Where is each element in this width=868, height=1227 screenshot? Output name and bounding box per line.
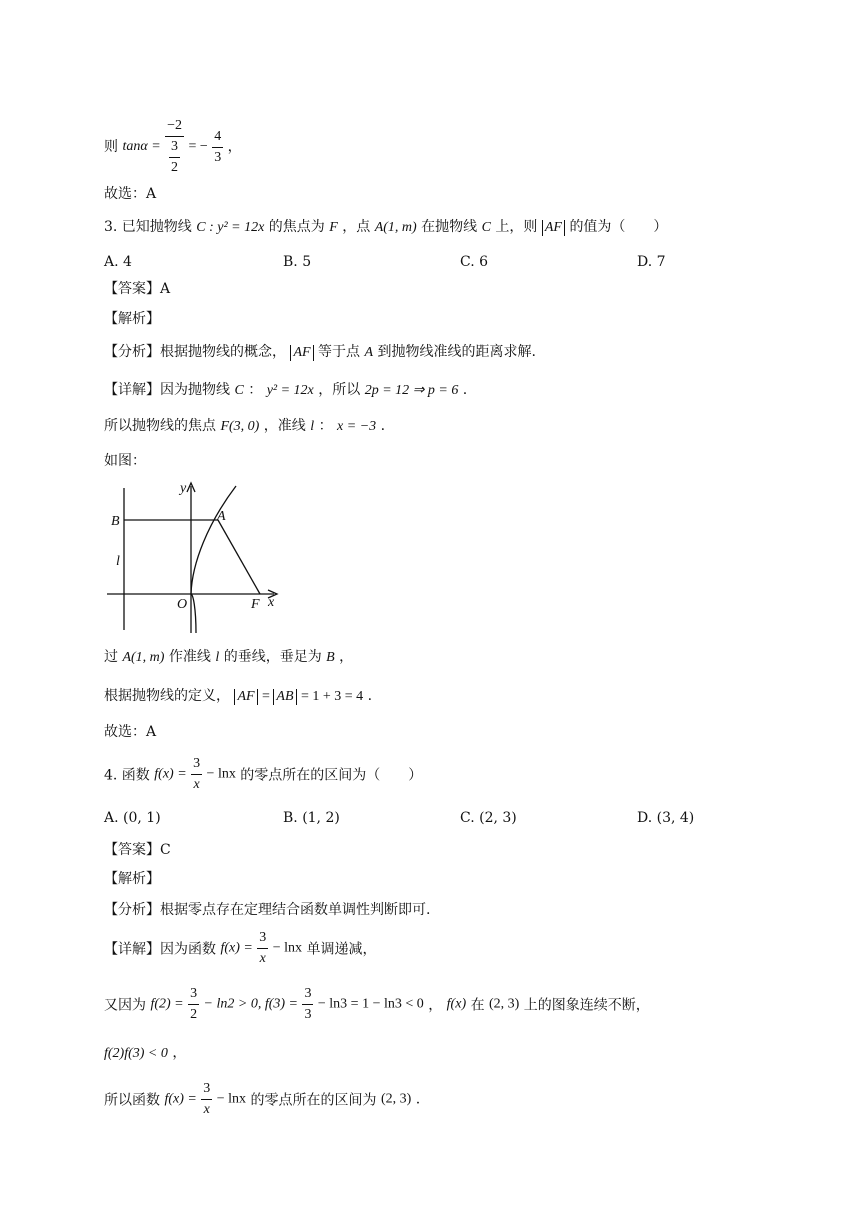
q3-def-AF: AF [234, 689, 257, 705]
q3-def-2: . [367, 688, 373, 704]
q3-focus-4: . [380, 418, 386, 434]
q4-again-m1: − ln2 > 0, f(3) = [203, 996, 298, 1012]
q4-again-4: 上的图象连续不断， [523, 997, 650, 1014]
q4-concl-1: 所以函数 [104, 1092, 160, 1109]
q4-tail: − lnx [206, 766, 236, 782]
q4-again-m2: − ln3 = 1 − ln3 < 0 [317, 996, 424, 1012]
q3-fenxi-A: A [364, 345, 374, 360]
label-l: l [116, 554, 120, 569]
q4-again-f2: f(2) = [150, 996, 184, 1012]
q4-xj-den: x [259, 951, 266, 966]
q3-xj-1: 【详解】因为抛物线 [104, 382, 230, 398]
q4-concl-den: x [203, 1102, 210, 1117]
tan-tail: ， [227, 139, 242, 155]
tan-eq: = − [188, 139, 208, 154]
q3-perp-l: l [215, 650, 220, 665]
q3-AF-abs: AF [542, 220, 565, 236]
q4-again-d1: 2 [190, 1007, 198, 1022]
q3-fenxi-2: 等于点 [318, 344, 361, 360]
q3-eq: C : y² = 12x [196, 220, 265, 235]
q4-xj-2: 单调递减， [306, 941, 377, 958]
label-A: A [217, 509, 226, 524]
tan-result-num: 4 [212, 127, 223, 148]
q4-concl-int: (2, 3) [380, 1091, 412, 1107]
q3-focus-1: 所以抛物线的焦点 [104, 418, 216, 434]
q3-fenxi-3: 到抛物线准线的距离求解. [377, 344, 536, 360]
q3-xj-C: C [234, 383, 244, 398]
q3-xiangjie [104, 380, 467, 401]
tan-frac-den [165, 137, 184, 178]
q4-option-d: D. (3, 4) [637, 810, 695, 826]
q4-prod-tail: ， [172, 1045, 187, 1061]
q3-focus-l: l [310, 419, 315, 434]
q3-fenxi-AF: AF [290, 345, 313, 361]
parabola-figure [100, 478, 290, 638]
q4-xj-fx: f(x) = [220, 940, 253, 956]
q4-xj-num: 3 [257, 928, 268, 949]
q4-again-fx: f(x) [446, 996, 467, 1012]
q3-perp-3: 的垂线，垂足为 [223, 649, 322, 665]
tan-fraction [165, 116, 184, 178]
q4-fenxi: 【分析】根据零点存在定理结合函数单调性判断即可. [104, 902, 431, 918]
q4-concl-fraction [201, 1079, 212, 1120]
label-O: O [177, 597, 188, 612]
q3-xj-p: 2p = 12 ⇒ p = 6 [364, 383, 459, 398]
q4-again-2: ， [428, 997, 443, 1014]
q4-concl-tail: − lnx [216, 1091, 247, 1107]
q3-A: A(1, m) [374, 220, 417, 235]
segment-AF [218, 520, 260, 594]
q4-p2: 的零点所在的区间为（ ） [240, 767, 423, 784]
q4-xj-tail: − lnx [272, 940, 303, 956]
q4-again-1: 又因为 [104, 997, 146, 1014]
q3-xj-4: . [462, 382, 468, 398]
q4-stem [104, 754, 422, 795]
q3-xj-3: ，所以 [318, 382, 361, 398]
q3-focus [104, 416, 385, 437]
prev-choose: 故选：A [104, 186, 157, 202]
inner-num: 3 [169, 137, 180, 158]
q4-again-3: 在 [470, 997, 485, 1014]
q3-choose: 故选：A [104, 724, 157, 740]
q3-focus-3: ： [318, 418, 333, 434]
q4-again [104, 984, 650, 1025]
q4-concl-num: 3 [201, 1079, 212, 1100]
q4-again-d2: 3 [304, 1007, 312, 1022]
q3-focus-F: F(3, 0) [220, 419, 260, 434]
q3-option-c: C. 6 [460, 254, 489, 270]
q3-p4: 在抛物线 [421, 219, 478, 235]
q4-again-n1: 3 [188, 984, 199, 1005]
q3-focus-2: ，准线 [263, 418, 306, 434]
q3-fenxi-1: 【分析】根据抛物线的概念， [104, 344, 286, 360]
q4-xj-fraction [257, 928, 268, 969]
q3-p1: 3. 已知抛物线 [104, 219, 192, 235]
q4-xiangjie [104, 928, 376, 969]
q4-again-frac2 [302, 984, 313, 1025]
q3-option-b: B. 5 [283, 254, 312, 270]
q3-def-eq: = 1 + 3 = 4 [300, 689, 364, 704]
q3-def-1: 根据抛物线的定义， [104, 688, 230, 704]
q3-answer: 【答案】A [104, 281, 171, 297]
q4-option-b: B. (1, 2) [283, 810, 340, 826]
q4-again-frac1 [188, 984, 199, 1025]
q4-num: 3 [191, 754, 202, 775]
q4-option-a: A. (0, 1) [104, 810, 161, 826]
q3-p5: 上，则 [495, 219, 538, 235]
q3-p2: 的焦点为 [268, 219, 325, 235]
tan-result [212, 127, 223, 168]
q3-p3: ，点 [342, 219, 371, 235]
q4-fraction [191, 754, 202, 795]
q3-fenxi [104, 342, 536, 363]
q4-den: x [193, 777, 200, 792]
q3-perp-B: B [326, 650, 335, 665]
q3-definition: 根据抛物线的定义， AF = AB = 1 + 3 = 4 . [104, 688, 373, 704]
label-F: F [251, 597, 260, 612]
q3-xj-2: ： [248, 382, 263, 398]
label-B: B [111, 514, 120, 529]
q3-focus-x: x = −3 [337, 419, 377, 434]
q3-option-a: A. 4 [104, 254, 132, 270]
parabola-curve [191, 486, 236, 633]
q3-perp-2: 作准线 [168, 649, 211, 665]
q4-concl-2: 的零点所在的区间为 [250, 1092, 377, 1109]
q3-ru-tu: 如图： [104, 453, 146, 469]
q3-analysis-heading: 【解析】 [104, 311, 160, 327]
tan-lhs: tanα = [122, 139, 161, 154]
q4-again-int: (2, 3) [489, 996, 520, 1012]
q4-xj-1: 【详解】因为函数 [104, 941, 216, 958]
q3-p6: 的值为（ ） [569, 219, 668, 235]
q3-perp-4: ， [339, 649, 354, 665]
q4-analysis-heading: 【解析】 [104, 871, 160, 887]
q4-p1: 4. 函数 [104, 767, 150, 784]
q3-perp-1: 过 [104, 649, 118, 665]
q3-C: C [481, 220, 491, 235]
q3-xj-eq: y² = 12x [266, 383, 314, 398]
label-x: x [268, 595, 275, 610]
q4-again-n2: 3 [302, 984, 313, 1005]
prev-formula-line [104, 116, 242, 178]
q3-perp [104, 647, 353, 668]
q3-F: F [329, 220, 338, 235]
q4-fx: f(x) = [154, 766, 187, 782]
q3-option-d: D. 7 [637, 254, 666, 270]
q3-def-AB: AB [273, 689, 296, 705]
q4-prod-expr: f(2)f(3) < 0 [104, 1046, 168, 1061]
q4-option-c: C. (2, 3) [460, 810, 517, 826]
tan-frac-num: −2 [165, 116, 184, 137]
then-word: 则 [104, 139, 118, 155]
q4-answer: 【答案】C [104, 842, 171, 858]
inner-fraction [169, 137, 180, 178]
tan-result-den: 3 [214, 149, 222, 165]
q4-conclusion [104, 1079, 420, 1120]
q4-prod [104, 1043, 186, 1064]
q3-stem [104, 217, 667, 238]
q4-concl-fx: f(x) = [164, 1091, 197, 1107]
q4-concl-3: . [415, 1091, 421, 1108]
q3-perp-A: A(1, m) [122, 650, 165, 665]
inner-den: 2 [171, 160, 179, 175]
label-y: y [180, 481, 187, 496]
